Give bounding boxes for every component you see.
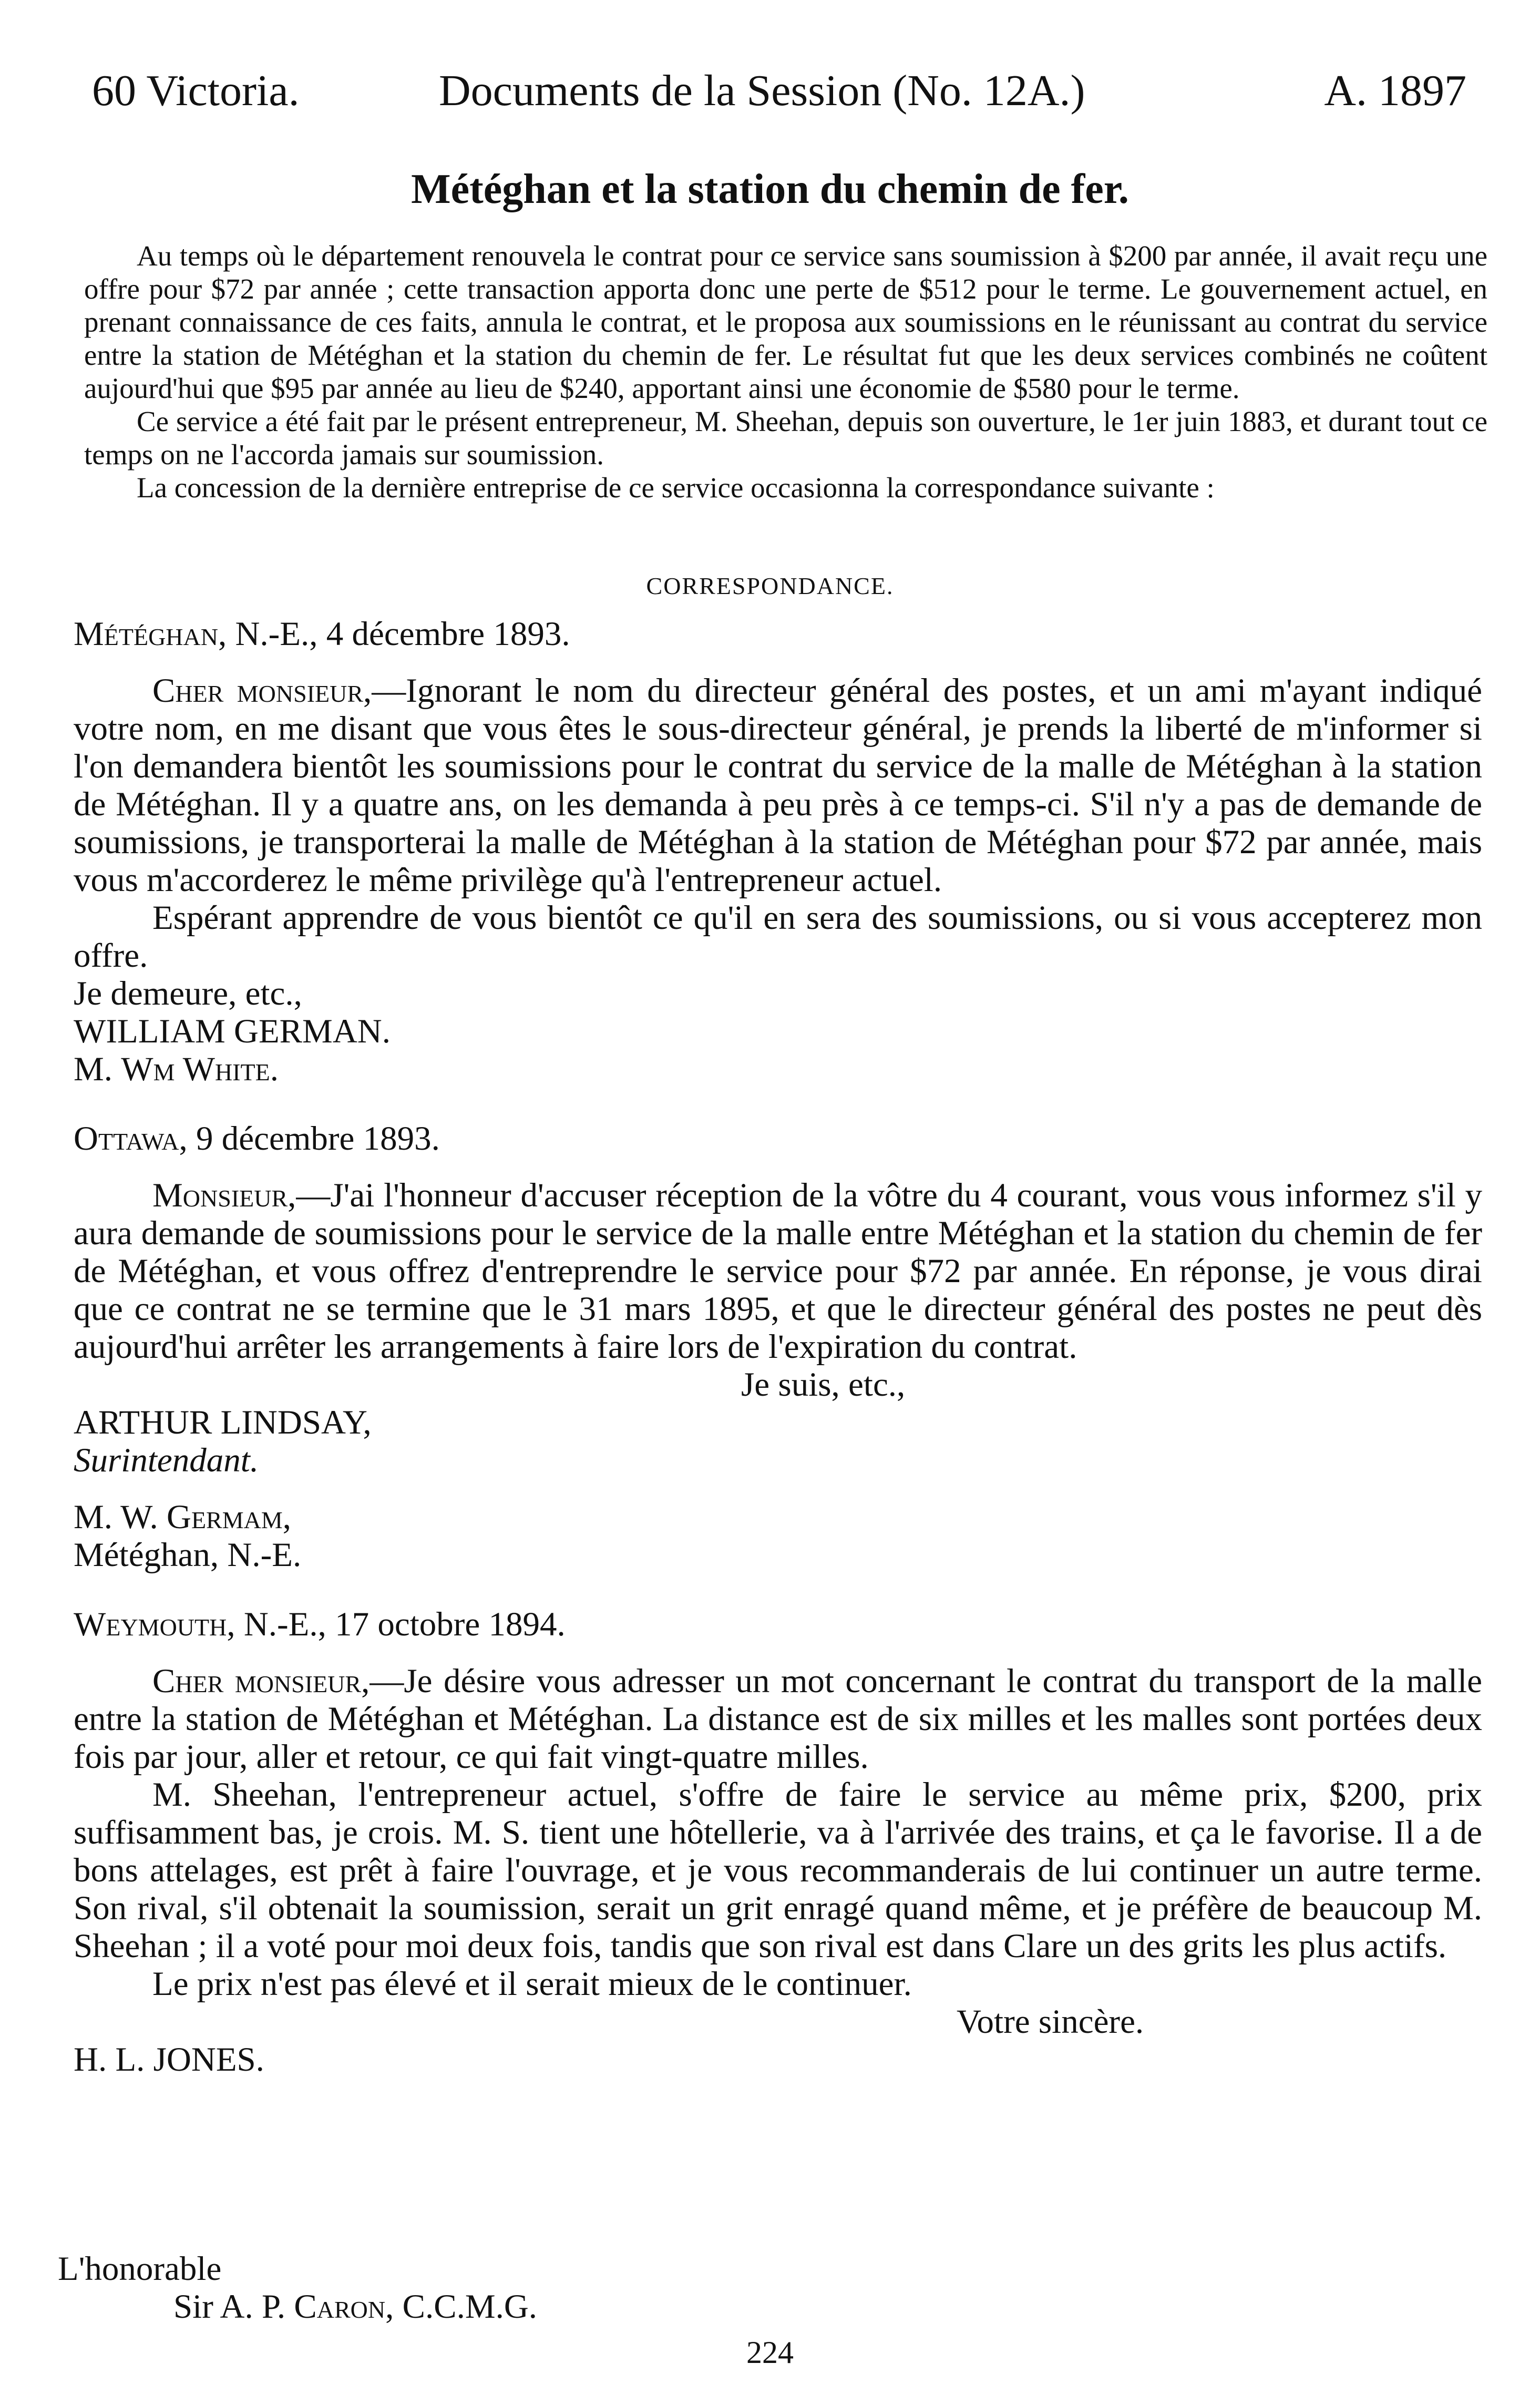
letter3-paragraph-1 <box>74 1662 1482 1776</box>
letter3-addressee <box>58 2250 537 2326</box>
letter1-place: Météghan <box>74 615 218 653</box>
correspondance-heading: CORRESPONDANCE. <box>646 572 894 599</box>
intro-paragraph-1: Au temps où le département renouvela le contrat pour ce service sans soumission à $200 par année, il avait reçu une offre pour $72 par année ; cette transaction apporta donc une perte de $512 pour le terme. Le gouvernement actuel, en prenant connaissance de ces faits, annula le contrat, et le proposa aux soumissions en le réunissant au contrat du service entre la station de Météghan et la station du chemin de fer. Le résultat fut que les deux services combinés ne coûtent aujourd'hui que $95 par année au lieu de $240, apportant ainsi une économie de $580 pour le terme. <box>84 240 1487 404</box>
letter3-addressee-suffix: , C.C.M.G. <box>385 2288 538 2326</box>
letter3-signature: H. L. JONES. <box>74 2041 264 2079</box>
letter3-paragraph-3: Le prix n'est pas élevé et il serait mieux de le continuer. <box>152 1965 912 2003</box>
intro-paragraph-2: Ce service a été fait par le présent entrepreneur, M. Sheehan, depuis son ouverture, le 1er juin 1883, et durant tout ce temps on ne l'accorda jamais sur soumission. <box>84 405 1487 470</box>
letter3-closing: Votre sincère. <box>957 2003 1144 2041</box>
letter2-role: Surintendant. <box>74 1441 259 1479</box>
letter3-dateline <box>74 1605 1482 1643</box>
letter2-signature: ARTHUR LINDSAY, <box>74 1404 372 1441</box>
letter3-addressee-line1: L'honorable <box>58 2250 222 2288</box>
letter2-addressee <box>74 1498 1482 1536</box>
intro-paragraph-3: La concession de la dernière entreprise de ce service occasionna la correspondance suivante : <box>137 472 1215 504</box>
letter1-addressee <box>74 1050 1482 1088</box>
letter3-addressee-line2 <box>173 2288 537 2326</box>
header-document-title: Documents de la Session (No. 12A.) <box>439 66 1085 115</box>
letter1-closing: Je demeure, etc., <box>74 975 302 1012</box>
letter1-paragraph-1 <box>74 672 1482 899</box>
section-title: Météghan et la station du chemin de fer. <box>411 166 1129 212</box>
letter3-body: ,—Je désire vous adresser un mot concernant le contrat du transport de la malle entre la station de Météghan et Météghan. La distance est de six milles et les malles sont portées deux fois par jour, aller et retour, ce qui fait vingt-quatre milles. <box>74 1662 1482 1776</box>
letter2-addressee-name: Germam, <box>167 1498 292 1536</box>
letter1-signature: WILLIAM GERMAN. <box>74 1012 391 1050</box>
letters <box>74 615 1482 2079</box>
letter2-date: , 9 décembre 1893. <box>179 1120 440 1158</box>
letter2-paragraph-1 <box>74 1176 1482 1366</box>
letter3-addressee-name: Caron <box>294 2288 386 2326</box>
letter2-dateline <box>74 1120 1482 1158</box>
header-session: 60 Victoria. <box>92 66 300 115</box>
letter3-paragraph-2: M. Sheehan, l'entrepreneur actuel, s'offre de faire le service au même prix, $200, prix suffisamment bas, je crois. M. S. tient une hôtellerie, va à l'arrivée des trains, et ça le favorise. Il a de bons attelages, est prêt à faire l'ouvrage, et je vous recommanderais de lui continuer un autre terme. Son rival, s'il obtenait la soumission, serait un grit enragé quand même, et je préfère de beaucoup M. Sheehan ; il a voté pour moi deux fois, tandis que son rival est dans Clare un des grits les plus actifs. <box>74 1776 1482 1965</box>
letter2-salutation: Monsieur <box>152 1176 288 1214</box>
page-number: 224 <box>746 2335 794 2370</box>
letter1-paragraph-2: Espérant apprendre de vous bientôt ce qu'il en sera des soumissions, ou si vous accepterez mon offre. <box>74 899 1482 975</box>
letter1-addressee-prefix: M. <box>74 1050 121 1088</box>
letter2-closing: Je suis, etc., <box>741 1366 906 1404</box>
letter2-place: Ottawa <box>74 1120 179 1158</box>
letter2-addressee-prefix: M. W. <box>74 1498 167 1536</box>
letter3-date: , N.-E., 17 octobre 1894. <box>227 1605 566 1643</box>
header-year: A. 1897 <box>1324 66 1466 115</box>
letter2-body: ,—J'ai l'honneur d'accuser réception de la vôtre du 4 courant, vous vous informez s'il y aura demande de soumissions pour le service de la malle entre Météghan et la station du chemin de fer de Météghan, et vous offrez d'entreprendre le service pour $72 par année. En réponse, je vous dirai que ce contrat ne se termine que le 31 mars 1895, et que le directeur général des postes ne peut dès aujourd'hui arrêter les arrangements à faire lors de l'expiration du contrat. <box>74 1176 1482 1366</box>
letter1-addressee-name: Wm White. <box>121 1050 279 1088</box>
letter2-addressee-place: Météghan, N.-E. <box>74 1536 302 1574</box>
letter3-salutation: Cher monsieur <box>152 1662 362 1700</box>
intro-text <box>84 239 1487 504</box>
letter1-body: ,—Ignorant le nom du directeur général des postes, et un ami m'ayant indiqué votre nom, en me disant que vous êtes le sous-directeur général, je prends la liberté de m'informer si l'on demandera bientôt les soumissions pour le contrat du service de la malle de Météghan à la station de Météghan. Il y a quatre ans, on les demanda à peu près à ce temps-ci. S'il n'y a pas de demande de soumissions, je transporterai la malle de Météghan à la station de Météghan pour $72 par année, mais vous m'accorderez le même privilège qu'à l'entrepreneur actuel. <box>74 672 1482 899</box>
letter1-date: , N.-E., 4 décembre 1893. <box>218 615 570 653</box>
running-header <box>92 62 1466 120</box>
letter1-dateline <box>74 615 1482 653</box>
letter3-addressee-prefix: Sir A. P. <box>173 2288 294 2326</box>
letter3-place: Weymouth <box>74 1605 227 1643</box>
letter1-salutation: Cher monsieur <box>152 672 364 710</box>
